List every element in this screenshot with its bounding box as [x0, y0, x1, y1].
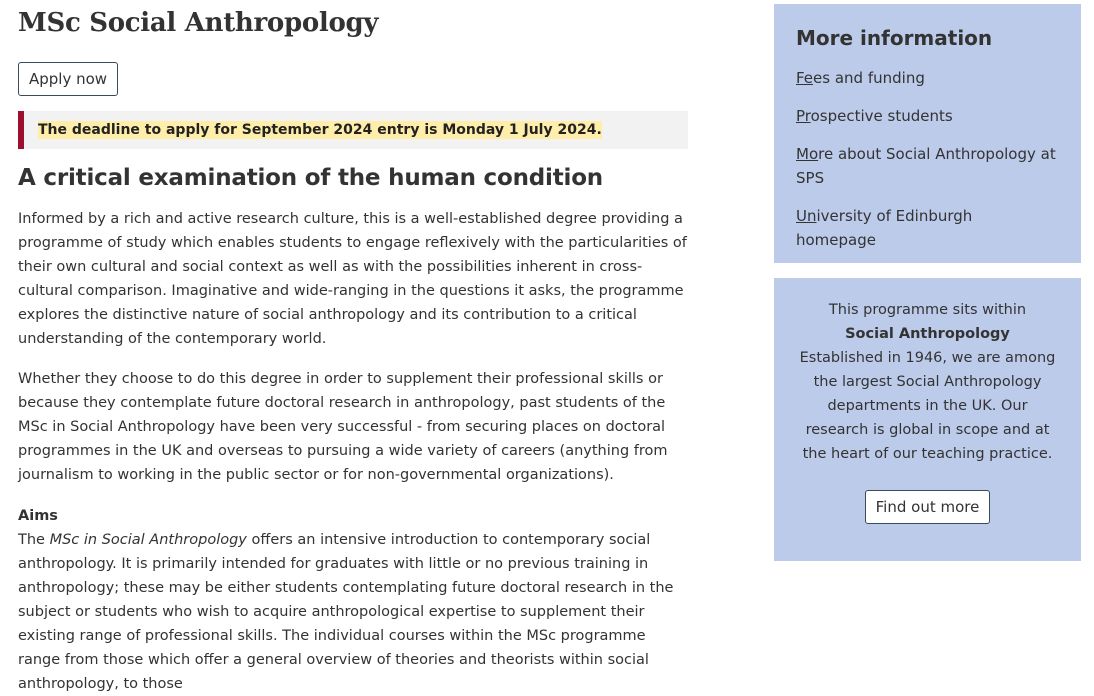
page-title: MSc Social Anthropology [18, 8, 379, 38]
link-underlined-part: Pr [796, 107, 811, 125]
more-information-links [796, 66, 1081, 252]
programme-intro: This programme sits within [828, 302, 1027, 318]
programme-name: Social Anthropology [845, 326, 1010, 342]
deadline-text: The deadline to apply for September 2024 entry is Monday 1 July 2024. [38, 122, 602, 138]
link-text: es and funding [813, 69, 925, 87]
find-out-more-button[interactable]: Find out more [865, 490, 991, 524]
link-text: iversity of Edinburgh homepage [796, 207, 973, 249]
programme-info-panel [774, 278, 1081, 561]
aims-programme-name: MSc in Social Anthropology [49, 532, 247, 548]
apply-now-button[interactable]: Apply now [18, 62, 118, 96]
more-information-panel [774, 4, 1081, 263]
section-heading: A critical examination of the human condition [18, 165, 603, 191]
main-content [18, 0, 688, 696]
link-text: re about Social Anthropology at SPS [796, 145, 1056, 187]
outcomes-paragraph: Whether they choose to do this degree in order to supplement their professional skills or because they contemplate future doctoral research in anthropology, past students of the MSc in Social Anthropology have been very successful - from securing places on doctoral programmes in the UK and overseas to pursuing a wide variety of careers (anything from journalism to working in the public sector or for non-governmental organizations). [18, 371, 668, 483]
programme-description: Established in 1946, we are among the largest Social Anthropology departments in the UK. Our research is global in scope and at the heart of our teaching practice. [799, 350, 1056, 462]
link-text: ospective students [810, 107, 953, 125]
aims-heading: Aims [18, 508, 58, 524]
aims-paragraph [18, 528, 688, 696]
more-information-title: More information [796, 26, 993, 50]
link-prospective-students[interactable] [796, 104, 1056, 128]
link-more-about-social-anthropology[interactable] [796, 142, 1056, 190]
link-underlined-part: Fe [796, 69, 814, 87]
link-fees-and-funding[interactable] [796, 66, 1056, 90]
intro-paragraph: Informed by a rich and active research culture, this is a well-established degree providing a programme of study which enables students to engage reflexively with the particularities of their own cultural and social context as well as with the possibilities inherent in cross-cultural comparison. Imaginative and wide-ranging in the questions it asks, the programme explores the distinctive nature of social anthropology and its contribution to a critical understanding of the contemporary world. [18, 211, 687, 347]
aims-body: offers an intensive introduction to contemporary social anthropology. It is primarily intended for graduates with little or no previous training in anthropology; these may be either students contemplating future doctoral research in the subject or students who wish to acquire anthropological expertise to supplement their existing range of professional skills. The individual courses within the MSc programme range from those which offer a general overview of theories and theorists within social anthropology, to those [18, 532, 674, 692]
link-underlined-part: Un [796, 207, 817, 225]
link-university-homepage[interactable] [796, 204, 1056, 252]
link-underlined-part: Mo [796, 145, 819, 163]
aims-lead: The [18, 532, 50, 548]
deadline-notice [18, 111, 688, 149]
